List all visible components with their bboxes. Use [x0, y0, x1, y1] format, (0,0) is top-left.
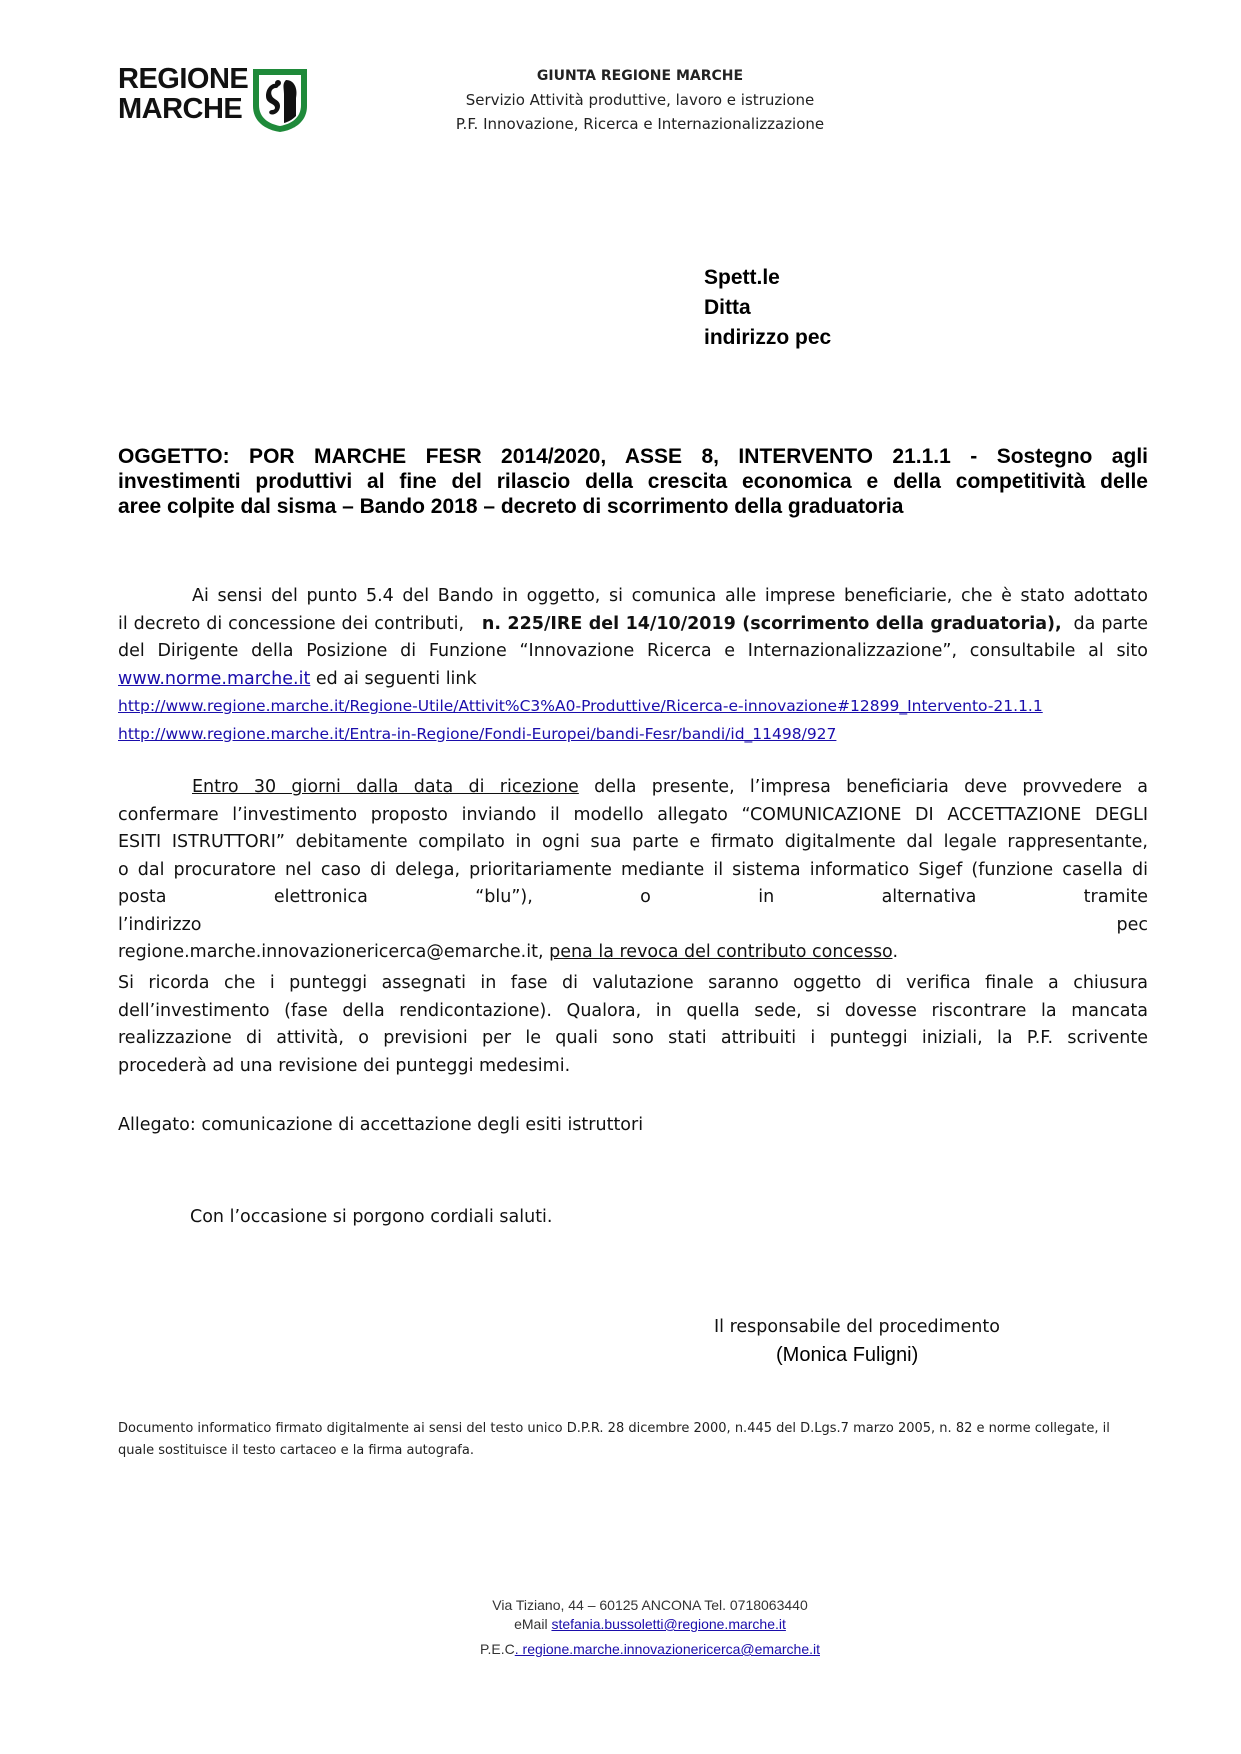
p2-line-1: [118, 774, 1148, 802]
recipient-block: [704, 263, 831, 353]
service-name: Servizio Attività produttive, lavoro e istruzione: [465, 91, 815, 109]
fondi-europei-link[interactable]: http://www.regione.marche.it/Entra-in-Regione/Fondi-Europei/bandi-Fesr/bandi/id_11498/927: [118, 724, 837, 743]
closing-greeting: Con l’occasione si porgono cordiali saluti.: [190, 1207, 553, 1227]
p3-line-3: realizzazione di attività, o previsioni per le quali sono stati attribuiti i punteggi iniziali, la P.F. scrivente: [118, 1028, 1148, 1048]
norme-link[interactable]: www.norme.marche.it: [118, 668, 311, 689]
email-link[interactable]: stefania.bussoletti@regione.marche.it: [551, 1616, 786, 1632]
p1-line-2: [118, 611, 1148, 639]
paragraph-deadline: [118, 774, 1148, 967]
paragraph-decree: [118, 583, 1148, 748]
p1-line-2-end: da parte: [1073, 613, 1148, 634]
footer-email-line: [400, 1615, 900, 1634]
regione-utile-link[interactable]: http://www.regione.marche.it/Regione-Utile/Attivit%C3%A0-Produttive/Ricerca-e-innovazione#12899_Intervento-21.1.1: [118, 697, 1043, 715]
p3-line-4: procederà ad una revisione dei punteggi medesimi.: [118, 1055, 571, 1076]
p2-line-6-end: .: [892, 942, 899, 962]
p3-line-1: Si ricorda che i punteggi assegnati in fase di valutazione saranno oggetto di verifica finale a chiusura: [118, 973, 1148, 993]
email-label: eMail: [514, 1616, 552, 1632]
p1-line-4-text: ed ai seguenti link: [310, 668, 477, 689]
subject-line-2: investimenti produttivi al fine del rilascio della crescita economica e della competitività delle: [118, 470, 1148, 493]
subject: [118, 444, 1148, 519]
footer-address: Via Tiziano, 44 – 60125 ANCONA Tel. 0718063440: [492, 1597, 808, 1613]
recipient-line-1: Spett.le: [704, 266, 780, 289]
footer-pec-line: [400, 1640, 900, 1659]
paragraph-verification: [118, 970, 1148, 1080]
regione-marche-emblem-icon: [250, 66, 310, 134]
signature-name: (Monica Fuligni): [776, 1344, 919, 1366]
unit-name: P.F. Innovazione, Ricerca e Internazionalizzazione: [455, 115, 825, 133]
regione-marche-logo: [118, 62, 310, 138]
recipient-line-2: Ditta: [704, 296, 751, 319]
disclaimer-line-2: quale sostituisce il testo cartaceo e la firma autografa.: [118, 1443, 474, 1458]
p2-line-1-rest: della presente, l’impresa beneficiaria deve provvedere a: [594, 777, 1149, 797]
org-name: GIUNTA REGIONE MARCHE: [536, 68, 744, 84]
p1-line-4: [118, 666, 1148, 694]
p1-line-2-text: il decreto di concessione dei contributi,: [118, 613, 465, 634]
pec-address-text: regione.marche.innovazionericerca@emarche.it,: [118, 942, 550, 962]
p2-line-5: posta elettronica “blu”), o in alternativa tramite l’indirizzo pec: [118, 887, 1148, 935]
p2-line-6: [118, 939, 1148, 967]
pec-link[interactable]: . regione.marche.innovazionericerca@emarche.it: [514, 1641, 820, 1657]
p2-line-4: o dal procuratore nel caso di delega, prioritariamente mediante il sistema informatico Sigef (funzione casella di: [118, 859, 1148, 880]
p1-line-1: Ai sensi del punto 5.4 del Bando in oggetto, si comunica alle imprese beneficiarie, che è stato adottato: [192, 586, 1148, 606]
p1-line-3: del Dirigente della Posizione di Funzione “Innovazione Ricerca e Internazionalizzazione”, consultabile al sito: [118, 641, 1148, 661]
disclaimer-line-1: Documento informatico firmato digitalmente ai sensi del testo unico D.P.R. 28 dicembre 2000, n.445 del D.Lgs.7 marzo 2005, n. 82 e norme collegate, il: [118, 1421, 1110, 1436]
logo-line-1: REGIONE: [118, 63, 249, 95]
decree-number: n. 225/IRE del 14/10/2019 (scorrimento della graduatoria),: [481, 613, 1062, 634]
p3-line-2: dell’investimento (fase della rendicontazione). Qualora, in quella sede, si dovesse riscontrare la mancata: [118, 1000, 1148, 1021]
deadline-text: Entro 30 giorni dalla data di ricezione: [192, 777, 579, 797]
p2-line-2: confermare l’investimento proposto inviando il modello allegato “COMUNICAZIONE DI ACCETTAZIONE DEGLI: [118, 804, 1148, 825]
logo-wordmark: [118, 64, 248, 124]
attachment-note: Allegato: comunicazione di accettazione degli esiti istruttori: [118, 1115, 644, 1135]
footer-contacts: [400, 1596, 900, 1659]
letterhead: [380, 64, 900, 136]
subject-line-1: OGGETTO: POR MARCHE FESR 2014/2020, ASSE 8, INTERVENTO 21.1.1 - Sostegno agli: [118, 445, 1148, 468]
pec-label: P.E.C: [479, 1641, 515, 1657]
digital-signature-disclaimer: [118, 1418, 1148, 1462]
signature-role: Il responsabile del procedimento: [714, 1317, 1000, 1337]
p2-line-3: ESITI ISTRUTTORI” debitamente compilato in ogni sua parte e firmato digitalmente dal legale rappresentante,: [118, 832, 1148, 852]
subject-line-3: aree colpite dal sisma – Bando 2018 – decreto di scorrimento della graduatoria: [118, 495, 904, 518]
logo-line-2: MARCHE: [118, 93, 243, 125]
revocation-text: pena la revoca del contributo concesso: [549, 942, 893, 962]
recipient-line-3: indirizzo pec: [704, 326, 832, 349]
